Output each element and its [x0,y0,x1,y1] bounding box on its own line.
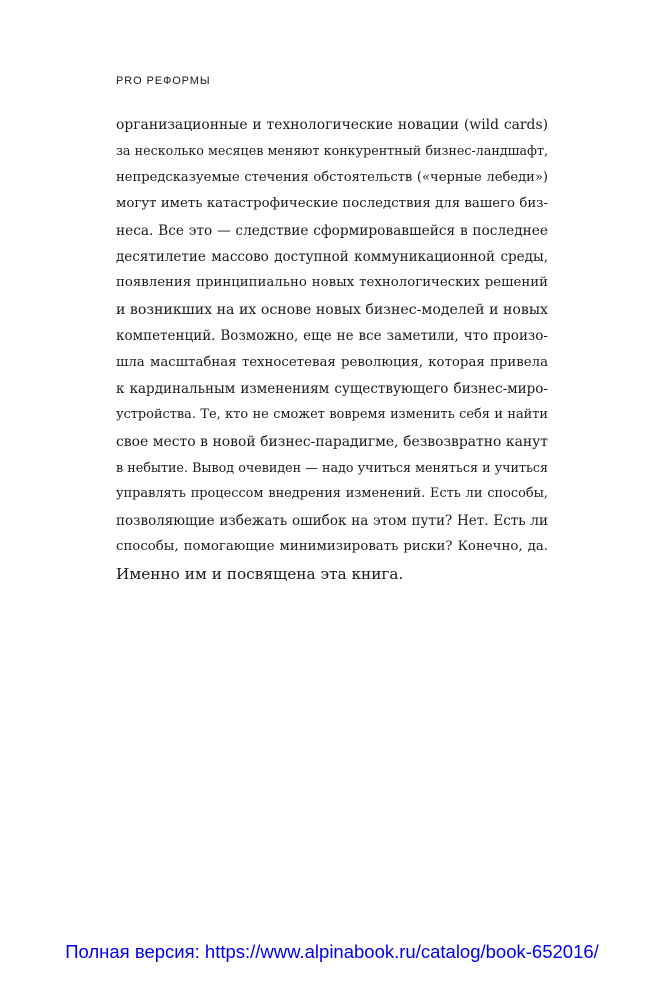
running-head: PRO РЕФОРМЫ [116,75,211,87]
text-line: устройства. Те, кто не сможет вовремя изменить себя и найти [116,407,548,423]
full-version-link[interactable]: Полная версия: https://www.alpinabook.ru/catalog/book-652016/ [65,941,599,962]
text-line: неса. Все это — следствие сформировавшейся в последнее [116,222,548,239]
text-line: позволяющие избежать ошибок на этом пути? Нет. Есть ли [116,512,548,529]
text-line: шла масштабная техносетевая революция, которая привела [116,354,548,370]
text-line: и возникших на их основе новых бизнес-моделей и новых [116,301,548,318]
text-line: к кардинальным изменениям существующего бизнес-миро- [116,380,548,397]
text-line-last: Именно им и посвящена эта книга. [116,564,404,583]
text-line: управлять процессом внедрения изменений. Есть ли способы, [116,486,548,502]
text-line: непредсказуемые стечения обстоятельств («черные лебеди») [116,169,548,185]
text-line: за несколько месяцев меняют конкурентный бизнес-ландшафт, [116,143,548,159]
text-line: свое место в новой бизнес-парадигме, безвозвратно канут [116,433,548,450]
text-line: появления принципиально новых технологических решений [116,275,548,291]
text-line: организационные и технологические новации (wild cards) [116,117,548,133]
text-line: в небытие. Вывод очевиден — надо учиться меняться и учиться [116,460,548,476]
text-line: могут иметь катастрофические последствия для вашего биз- [116,196,548,212]
body-paragraph [116,112,548,587]
text-line: компетенций. Возможно, еще не все заметили, что произо- [116,328,548,345]
text-line: десятилетие массово доступной коммуникационной среды, [116,248,548,265]
text-line: способы, помогающие минимизировать риски? Конечно, да. [116,539,548,555]
